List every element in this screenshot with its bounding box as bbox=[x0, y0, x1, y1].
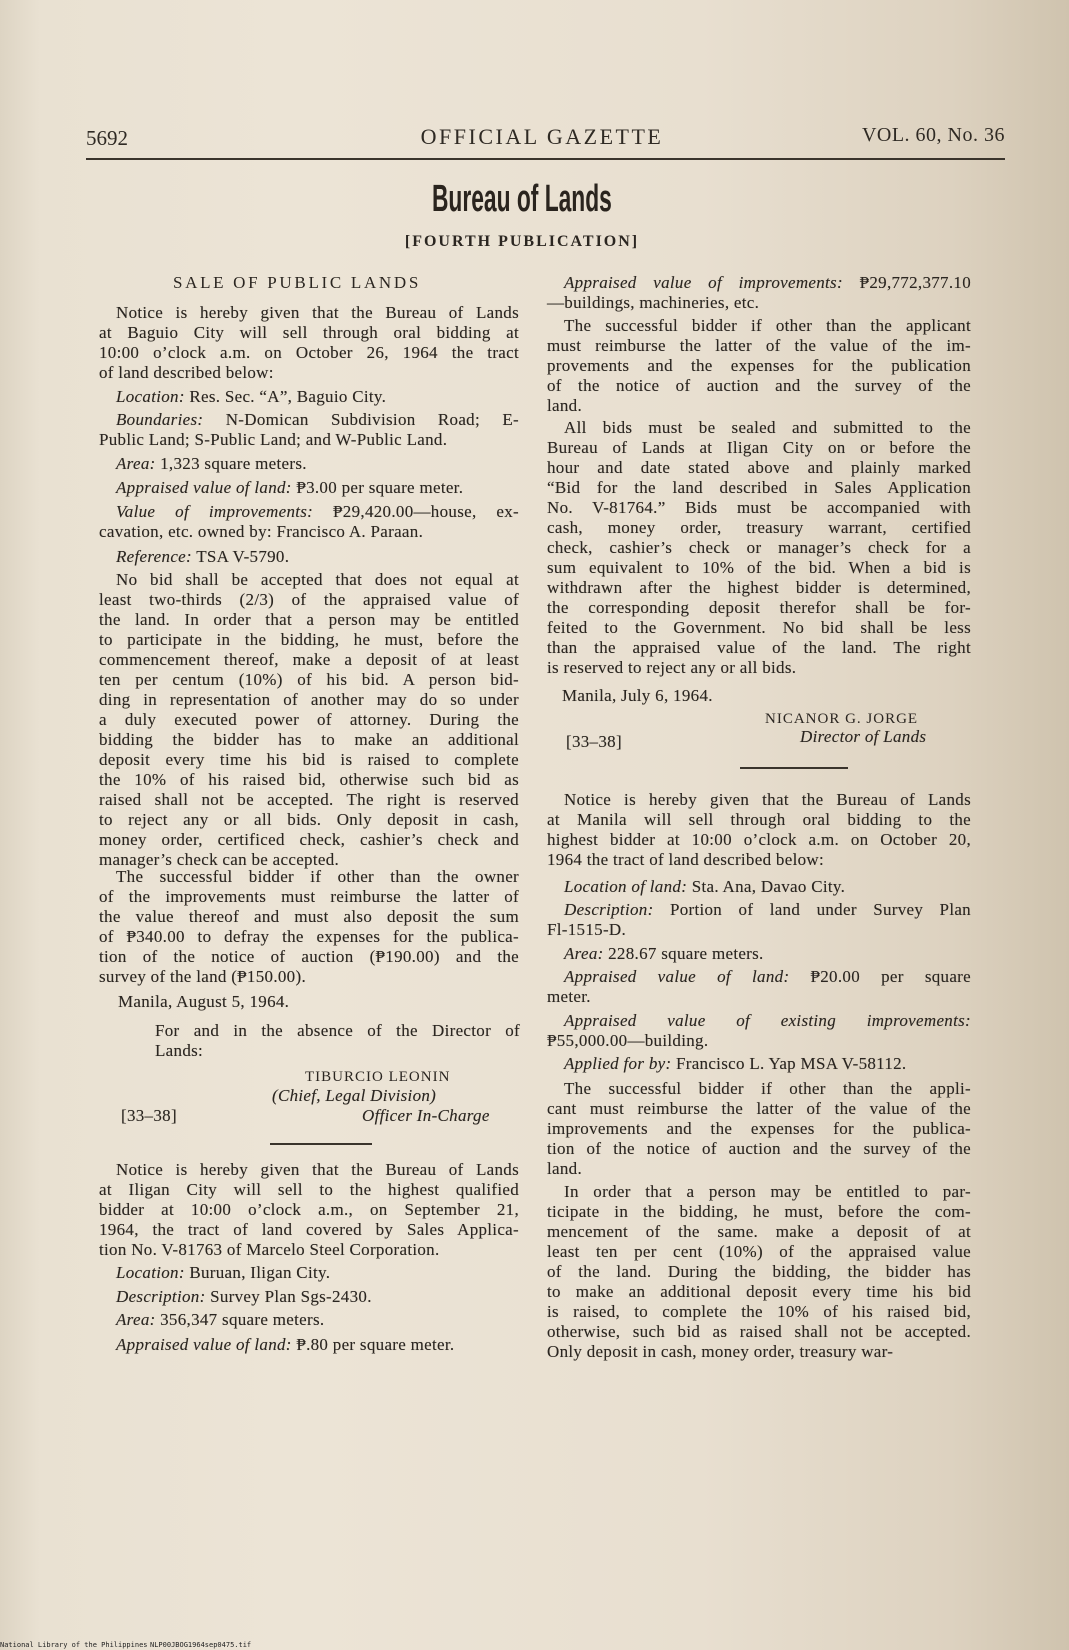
field-label: Location: bbox=[116, 387, 185, 406]
field-value: Sta. Ana, Davao City. bbox=[687, 877, 846, 896]
publication-note: [FOURTH PUBLICATION] bbox=[404, 233, 640, 250]
text-line: tion No. V-81763 of Marcelo Steel Corporation. bbox=[99, 1240, 440, 1259]
iligan-signatory-title: Director of Lands bbox=[800, 727, 927, 746]
text-line bbox=[99, 1287, 519, 1307]
text-line: survey of the land (₱150.00). bbox=[99, 967, 306, 986]
text-line: 1964 the tract of land described below: bbox=[547, 850, 825, 869]
field-value: Portion of land under Survey Plan bbox=[653, 900, 971, 919]
text-line: than the appraised value of the land. The right bbox=[547, 638, 971, 657]
text-line: the value thereof and must also deposit the sum bbox=[99, 907, 519, 926]
text-line bbox=[99, 410, 519, 430]
text-line bbox=[99, 478, 519, 498]
davao-area bbox=[547, 944, 971, 964]
text-line bbox=[99, 547, 519, 567]
text-line: of ₱340.00 to defray the expenses for the publica- bbox=[99, 927, 519, 946]
text-line: Bureau of Lands at Iligan City on or before the bbox=[547, 438, 971, 457]
field-value: ₱20.00 per square bbox=[789, 967, 971, 986]
baguio-boundaries bbox=[99, 410, 519, 450]
field-label: Area: bbox=[116, 454, 156, 473]
field-value: Francisco L. Yap MSA V-58112. bbox=[671, 1054, 907, 1073]
baguio-area bbox=[99, 454, 519, 474]
text-line: of land described below: bbox=[99, 363, 274, 382]
text-line bbox=[99, 1263, 519, 1283]
text-line: ding in representation of another may do so under bbox=[99, 690, 519, 709]
baguio-authority bbox=[155, 1021, 520, 1061]
field-label: Appraised value of existing improvements: bbox=[564, 1011, 971, 1030]
baguio-reference bbox=[99, 547, 519, 567]
footer-file: NLP00JBOG1964sep0475.tif bbox=[150, 1641, 252, 1649]
text-line: to reject any or all bids. Only deposit in cash, bbox=[99, 810, 519, 829]
volume-number: VOL. 60, No. 36 bbox=[861, 124, 1005, 146]
text-line: In order that a person may be entitled to par- bbox=[564, 1182, 971, 1201]
field-label: Area: bbox=[116, 1310, 156, 1329]
text-line: 1964, the tract of land covered by Sales Applica- bbox=[99, 1220, 519, 1239]
field-value: ₱.80 per square meter. bbox=[291, 1335, 455, 1354]
iligan-appraised-land bbox=[99, 1335, 519, 1355]
text-line: cant must reimburse the latter of the value of the bbox=[547, 1099, 971, 1118]
text-line: For and in the absence of the Director of bbox=[155, 1021, 520, 1040]
field-label: Location of land: bbox=[564, 877, 688, 896]
field-value: ₱29,772,377.10 bbox=[842, 273, 971, 292]
text-line: All bids must be sealed and submitted to the bbox=[564, 418, 971, 437]
text-line: No bid shall be accepted that does not equal at bbox=[116, 570, 519, 589]
text-line: The successful bidder if other than the appli- bbox=[564, 1079, 971, 1098]
field-label: Reference: bbox=[116, 547, 192, 566]
davao-applicant bbox=[547, 1054, 971, 1074]
field-label: Boundaries: bbox=[116, 410, 204, 429]
field-value: Res. Sec. “A”, Baguio City. bbox=[184, 387, 387, 406]
baguio-improvements bbox=[99, 502, 519, 542]
field-label: Description: bbox=[116, 1287, 206, 1306]
davao-location bbox=[547, 877, 971, 897]
field-label: Location: bbox=[116, 1263, 185, 1282]
text-line: raised shall not be accepted. The right is reserved bbox=[99, 790, 519, 809]
field-value: Buruan, Iligan City. bbox=[184, 1263, 331, 1282]
baguio-date: Manila, August 5, 1964. bbox=[118, 992, 290, 1011]
text-line: feited to the Government. No bid shall be less bbox=[547, 618, 971, 637]
text-line: money order, certificed check, cashier’s check and bbox=[99, 830, 519, 849]
baguio-publication-run: [33–38] bbox=[121, 1106, 177, 1125]
text-line bbox=[547, 877, 971, 897]
section-title bbox=[372, 178, 672, 221]
field-label: Area: bbox=[564, 944, 604, 963]
field-value: 228.67 square meters. bbox=[603, 944, 764, 963]
field-value: TSA V-5790. bbox=[191, 547, 290, 566]
iligan-signatory-name: NICANOR G. JORGE bbox=[765, 711, 919, 727]
field-label: Appraised value of land: bbox=[116, 1335, 292, 1354]
field-label: Description: bbox=[564, 900, 654, 919]
text-line: least two-thirds (2/3) of the appraised value of bbox=[99, 590, 519, 609]
davao-description bbox=[547, 900, 971, 940]
text-line bbox=[99, 1310, 519, 1330]
text-line: bidder at 10:00 o’clock a.m., on September 21, bbox=[99, 1200, 519, 1219]
text-line: meter. bbox=[547, 987, 591, 1006]
text-line: ₱55,000.00—building. bbox=[547, 1031, 709, 1050]
baguio-intro bbox=[99, 303, 519, 383]
field-value: N-Domican Subdivision Road; E- bbox=[203, 410, 519, 429]
text-line: of the notice of auction and the survey of the bbox=[547, 376, 971, 395]
baguio-appraised-land bbox=[99, 478, 519, 498]
text-line: at Manila will sell through oral bidding to the bbox=[547, 810, 971, 829]
text-line: cavation, etc. owned by: Francisco A. Paraan. bbox=[99, 522, 424, 541]
text-line: of the improvements must reimburse the latter of bbox=[99, 887, 519, 906]
field-value: 356,347 square meters. bbox=[155, 1310, 325, 1329]
text-line: Lands: bbox=[155, 1041, 204, 1060]
text-line: sum equivalent to 10% of the bid. When a bid is bbox=[547, 558, 971, 577]
field-value: ₱3.00 per square meter. bbox=[291, 478, 464, 497]
text-line: commencement thereof, make a deposit of at least bbox=[99, 650, 519, 669]
text-line: the corresponding deposit therefor shall be for- bbox=[547, 598, 971, 617]
iligan-reimbursement bbox=[547, 316, 971, 416]
publication-title: OFFICIAL GAZETTE bbox=[420, 124, 664, 149]
davao-appraised-land bbox=[547, 967, 971, 1007]
text-line: to make an additional deposit every time his bid bbox=[547, 1282, 971, 1301]
text-line: of the land. During the bidding, the bidder has bbox=[547, 1262, 971, 1281]
baguio-signatory-name: TIBURCIO LEONIN bbox=[305, 1069, 451, 1085]
section-divider bbox=[270, 1143, 372, 1145]
text-line: tion of the notice of auction (₱190.00) and the bbox=[99, 947, 519, 966]
davao-reimbursement bbox=[547, 1079, 971, 1179]
field-label: Appraised value of land: bbox=[564, 967, 790, 986]
field-value: ₱29,420.00—house, ex- bbox=[313, 502, 519, 521]
iligan-intro bbox=[99, 1160, 519, 1260]
baguio-terms bbox=[99, 570, 519, 870]
text-line: provements and the expenses for the publication bbox=[547, 356, 971, 375]
text-line: bidding the bidder has to make an additional bbox=[99, 730, 519, 749]
page-number: 5692 bbox=[86, 126, 128, 150]
text-line: hour and date stated above and plainly marked bbox=[547, 458, 971, 477]
text-line: otherwise, such bid as raised shall not be accepted. bbox=[547, 1322, 971, 1341]
text-line: No. V-81764.” Bids must be accompanied with bbox=[547, 498, 971, 517]
text-line: Notice is hereby given that the Bureau of Lands bbox=[564, 790, 971, 809]
davao-intro bbox=[547, 790, 971, 870]
baguio-location bbox=[99, 387, 519, 407]
text-line bbox=[99, 502, 519, 522]
text-line bbox=[547, 967, 971, 987]
text-line bbox=[547, 273, 971, 293]
field-label: Value of improvements: bbox=[116, 502, 314, 521]
text-line: least ten per cent (10%) of the appraised value bbox=[547, 1242, 971, 1261]
text-line: The successful bidder if other than the applicant bbox=[564, 316, 971, 335]
iligan-date: Manila, July 6, 1964. bbox=[562, 686, 713, 705]
text-line: the land. In order that a person may be entitled bbox=[99, 610, 519, 629]
text-line: Fl-1515-D. bbox=[547, 920, 627, 939]
text-line: is raised, to complete the 10% of his raised bid, bbox=[547, 1302, 971, 1321]
text-line: highest bidder at 10:00 o’clock a.m. on October 20, bbox=[547, 830, 971, 849]
header-rule bbox=[86, 158, 1005, 160]
text-line: the 10% of his raised bid, otherwise such bid as bbox=[99, 770, 519, 789]
field-label: Appraised value of land: bbox=[116, 478, 292, 497]
iligan-location bbox=[99, 1263, 519, 1283]
iligan-publication-run: [33–38] bbox=[566, 732, 622, 751]
text-line: improvements and the expenses for the publica- bbox=[547, 1119, 971, 1138]
text-line: ticipate in the bidding, he must, before the com- bbox=[547, 1202, 971, 1221]
davao-deposit bbox=[547, 1182, 971, 1362]
text-line: land. bbox=[547, 396, 583, 415]
text-line: mencement of the same. make a deposit of at bbox=[547, 1222, 971, 1241]
text-line: ten per centum (10%) of his bid. A person bid- bbox=[99, 670, 519, 689]
text-line: tion of the notice of auction and the survey of the bbox=[547, 1139, 971, 1158]
text-line: Public Land; S-Public Land; and W-Public Land. bbox=[99, 430, 448, 449]
text-line bbox=[547, 900, 971, 920]
text-line: land. bbox=[547, 1159, 583, 1178]
baguio-signatory-role: Officer In-Charge bbox=[362, 1106, 490, 1125]
text-line: manager’s check can be accepted. bbox=[99, 850, 340, 869]
text-line: withdrawn after the highest bidder is determined, bbox=[547, 578, 971, 597]
text-line: Only deposit in cash, money order, treasury war- bbox=[547, 1342, 894, 1361]
footer-library: National Library of the Philippines bbox=[0, 1641, 148, 1649]
field-label: Appraised value of improvements: bbox=[564, 273, 843, 292]
text-line: cash, money order, treasury warrant, certified bbox=[547, 518, 971, 537]
text-line bbox=[99, 387, 519, 407]
text-line bbox=[547, 1011, 971, 1031]
text-line bbox=[547, 944, 971, 964]
text-line: a duly executed power of attorney. During the bbox=[99, 710, 519, 729]
iligan-description bbox=[99, 1287, 519, 1307]
sale-heading: SALE OF PUBLIC LANDS bbox=[172, 273, 422, 292]
davao-appraised-improvements bbox=[547, 1011, 971, 1051]
field-label: Applied for by: bbox=[564, 1054, 672, 1073]
baguio-reimbursement bbox=[99, 867, 519, 987]
text-line: at Iligan City will sell to the highest qualified bbox=[99, 1180, 519, 1199]
text-line: at Baguio City will sell through oral bidding at bbox=[99, 323, 519, 342]
iligan-appraised-improvements bbox=[547, 273, 971, 313]
text-line bbox=[99, 1335, 519, 1355]
text-line: is reserved to reject any or all bids. bbox=[547, 658, 797, 677]
text-line: —buildings, machineries, etc. bbox=[547, 293, 760, 312]
text-line: to participate in the bidding, he must, before the bbox=[99, 630, 519, 649]
text-line: The successful bidder if other than the owner bbox=[116, 867, 519, 886]
field-value: Survey Plan Sgs-2430. bbox=[205, 1287, 372, 1306]
iligan-bids bbox=[547, 418, 971, 678]
text-line: check, cashier’s check or manager’s check for a bbox=[547, 538, 971, 557]
section-title-text: Bureau of Lands bbox=[432, 178, 612, 220]
text-line: “Bid for the land described in Sales Application bbox=[547, 478, 971, 497]
text-line: Notice is hereby given that the Bureau of Lands bbox=[116, 1160, 519, 1179]
field-value: 1,323 square meters. bbox=[155, 454, 307, 473]
text-line: must reimburse the latter of the value of the im- bbox=[547, 336, 971, 355]
section-divider bbox=[740, 767, 848, 769]
baguio-signatory-title: (Chief, Legal Division) bbox=[272, 1086, 437, 1105]
text-line: 10:00 o’clock a.m. on October 26, 1964 the tract bbox=[99, 343, 519, 362]
text-line bbox=[99, 454, 519, 474]
iligan-area bbox=[99, 1310, 519, 1330]
text-line: deposit every time his bid is raised to complete bbox=[99, 750, 519, 769]
text-line: Notice is hereby given that the Bureau of Lands bbox=[116, 303, 519, 322]
text-line bbox=[547, 1054, 971, 1074]
